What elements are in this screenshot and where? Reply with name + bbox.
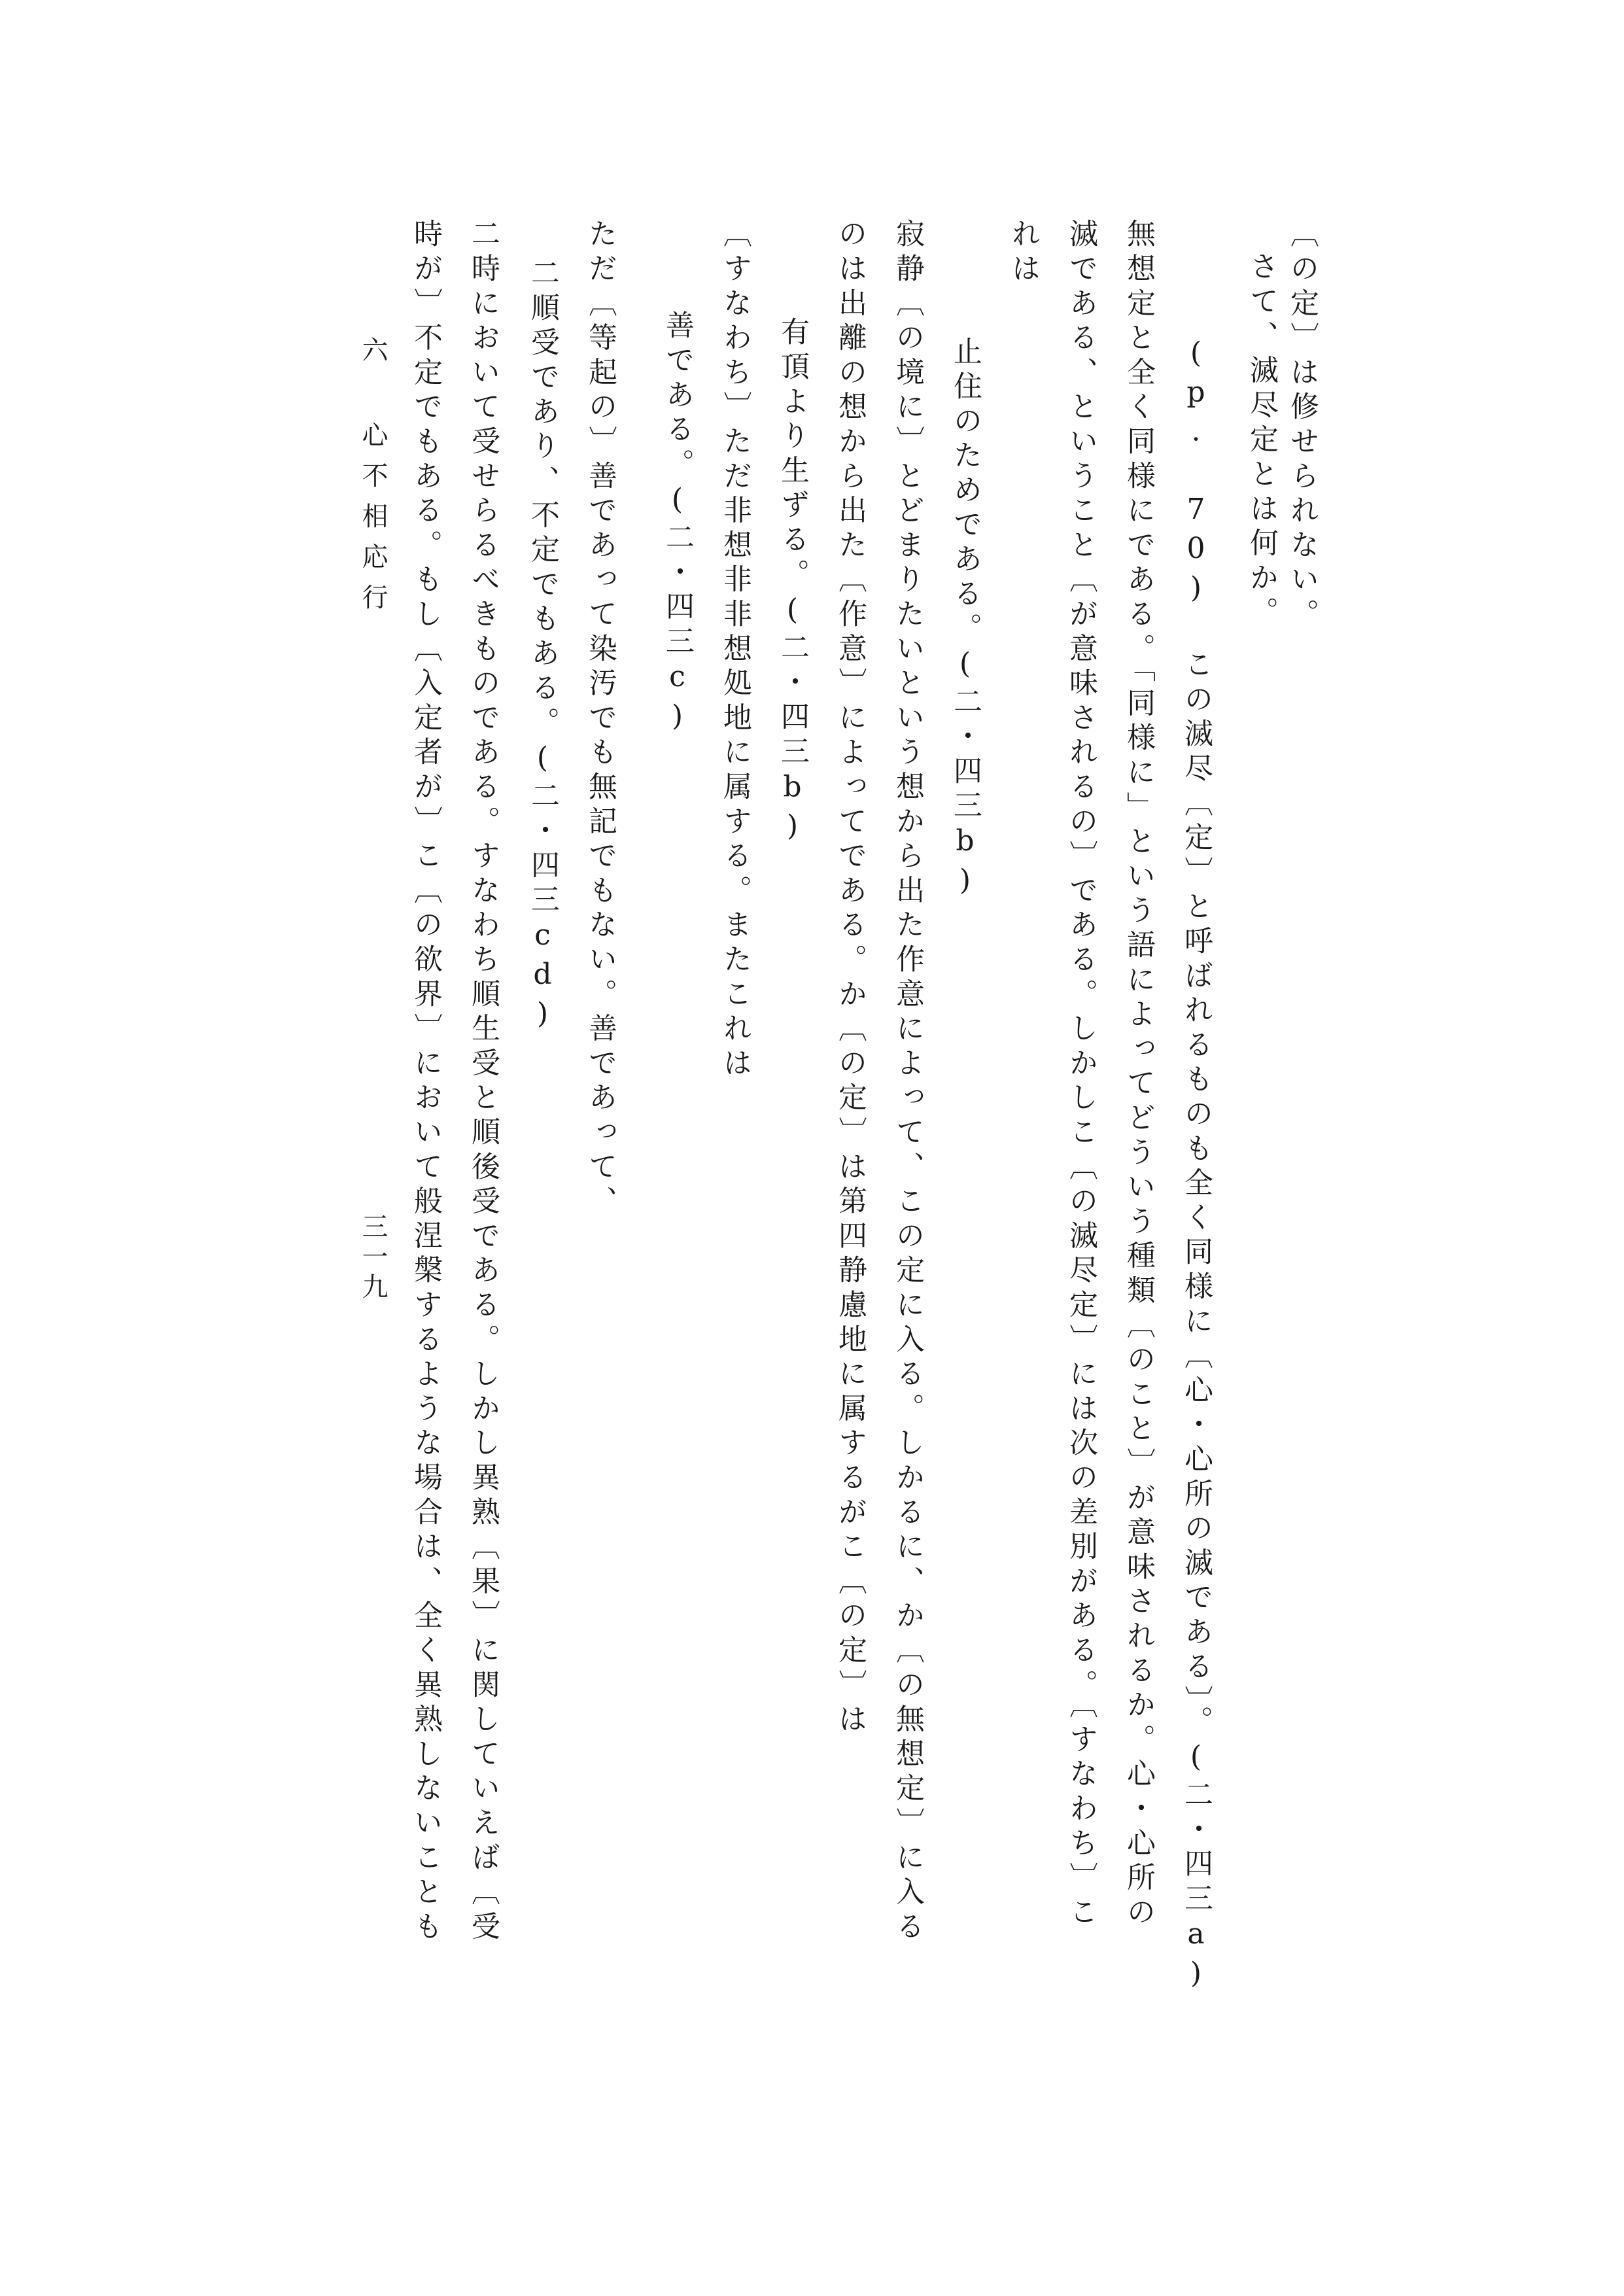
text-line-4: 無想定と全く同様にである。「同様に」という語によってどういう種類〔のこと〕が意味されるか。心・心所の (1122, 218, 1155, 1931)
text-line-5: 滅である、ということ〔が意味されるの〕である。しかしこ〔の滅尽定〕には次の差別がある。〔すなわち〕こ (1064, 218, 1097, 1931)
text-line-16: 時が〕不定でもある。もし〔入定者が〕こ〔の欲界〕において般涅槃するような場合は、全く異熟しないことも (409, 218, 442, 1945)
text-line-2: さて、滅尽定とは何か。 (1245, 251, 1278, 631)
text-line-13: ただ〔等起の〕善であって染汚でも無記でもない。善であって、 (583, 218, 617, 1221)
text-line-7: 止住のためである。(二・四三b) (948, 336, 982, 903)
text-line-11: 〔すなわち〕ただ非想非非想処地に属する。またこれは (718, 218, 752, 1082)
text-line-1: 〔の定〕は修せられない。 (1285, 218, 1319, 633)
text-line-3: (p. 70) この滅尽〔定〕と呼ばれるものも全く同様に〔心・心所の滅である〕。(二・四三a) (1179, 336, 1213, 1996)
text-line-10: 有頂より生ずる。(二・四三b) (776, 317, 809, 848)
page-number: 三一九 (358, 1213, 388, 1303)
text-line-12: 善である。(二・四三c) (661, 310, 694, 739)
text-line-6: れは (1007, 218, 1040, 288)
text-line-15: 二時において受せらるべきものである。すなわち順生受と順後受である。しかし異熟〔果〕に関していえば〔受 (466, 218, 500, 1945)
text-line-9: のは出離の想から出た〔作意〕によってである。か〔の定〕は第四静慮地に属するがこ〔の定〕は (833, 218, 867, 1739)
running-head-chapter: 六 心不相応行 (358, 336, 388, 624)
text-line-14: 二順受であり、不定でもある。(二・四三cd) (526, 258, 559, 1036)
text-line-8: 寂静〔の境に〕とどまりたいという想から出た作意によって、この定に入る。しかるに、か〔の無想定〕に入る (891, 218, 924, 1945)
